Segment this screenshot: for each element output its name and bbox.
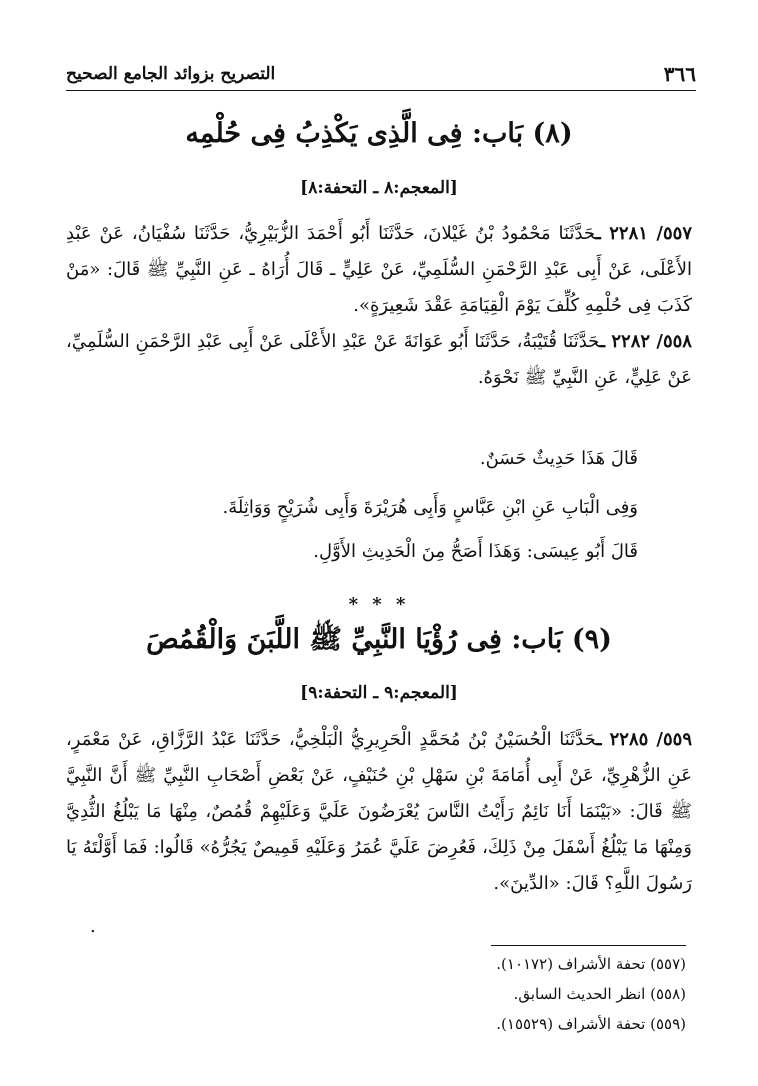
page-header	[66, 62, 696, 88]
footnote-divider	[491, 945, 686, 946]
hadith-559-number: ٥٥٩/ ٢٢٨٥ ـ	[596, 729, 692, 750]
hadith-559-text: حَدَّثَنَا الْحُسَيْنُ بْنُ مُحَمَّدٍ الْحَرِيرِيُّ الْبَلْخِيُّ، حَدَّثَنَا عَبْدُ الرَّزَّاقِ، عَنْ مَعْمَرٍ، عَنِ الزُّهْرِيِّ، عَنْ أَبِى أُمَامَةَ بْنِ سَهْلِ بْنِ حُنَيْفٍ، عَنْ بَعْضِ أَصْحَابِ النَّبِيِّ ﷺ أَنَّ النَّبِيَّ ﷺ قَالَ: «بَيْنَمَا أَنَا نَائِمٌ رَأَيْتُ النَّاسَ يُعْرَضُونَ عَلَيَّ وَعَلَيْهِمْ قُمُصٌ، مِنْهَا مَا يَبْلُغُ الثُّدِيَّ وَمِنْهَا مَا يَبْلُغُ أَسْفَلَ مِنْ ذَلِكَ، فَعُرِضَ عَلَيَّ عُمَرُ وَعَلَيْهِ قَمِيصٌ يَجُرُّهُ» قَالُوا: فَمَا أَوَّلْتَهُ يَا رَسُولَ اللَّهِ؟ قَالَ: «الدِّينَ».	[66, 729, 692, 894]
footnote-557: (٥٥٧) تحفة الأشراف (١٠١٧٢).	[496, 955, 686, 973]
hadith-558	[66, 324, 692, 396]
chapter-9-title: (٩) بَاب: فِى رُؤْيَا النَّبِيِّ ﷺ اللَّبَنَ وَالْقُمُصَ	[146, 624, 612, 655]
section-separator: * * *	[348, 594, 410, 615]
book-title: التصريح بزوائد الجامع الصحيح	[66, 64, 276, 84]
hadith-558-text: حَدَّثَنَا قُتَيْبَةُ، حَدَّثَنَا أَبُو عَوَانَةَ عَنْ عَبْدِ الأَعْلَى عَنْ أَبِى عَبْدِ الرَّحْمَنِ السُّلَمِيِّ، عَنْ عَلِيٍّ، عَنِ النَّبِيِّ ﷺ نَحْوَهُ.	[66, 331, 692, 388]
footnote-559: (٥٥٩) تحفة الأشراف (١٥٥٢٩).	[496, 1015, 686, 1033]
stray-mark: .	[90, 916, 96, 937]
page-number: ٣٦٦	[663, 62, 696, 86]
chapter-8-title: (٨) بَاب: فِى الَّذِى يَكْذِبُ فِى حُلْمِه	[185, 118, 573, 149]
footnote-558: (٥٥٨) انظر الحديث السابق.	[513, 985, 686, 1003]
commentary-chapter-narrators: وَفِى الْبَابِ عَنِ ابْنِ عَبَّاسٍ وَأَبِى هُرَيْرَةَ وَأَبِى شُرَيْحٍ وَوَاثِلَةَ.	[222, 497, 638, 518]
hadith-559	[66, 722, 692, 902]
hadith-558-number: ٥٥٨/ ٢٢٨٢ ـ	[599, 331, 692, 352]
chapter-9-reference: [المعجم:٩ ـ التحفة:٩]	[300, 683, 458, 703]
hadith-557-text: حَدَّثَنَا مَحْمُودُ بْنُ غَيْلانَ، حَدَّثَنَا أَبُو أَحْمَدَ الزُّبَيْرِيُّ، حَدَّثَنَا سُفْيَانُ، عَنْ عَبْدِ الأَعْلَى، عَنْ أَبِى عَبْدِ الرَّحْمَنِ السُّلَمِيِّ، عَنْ عَلِيٍّ ـ قَالَ أُرَاهُ ـ عَنِ النَّبِيِّ ﷺ قَالَ: «مَنْ كَذَبَ فِى حُلْمِهِ كُلِّفَ يَوْمَ الْقِيَامَةِ عَقْدَ شَعِيرَةٍ».	[66, 223, 692, 316]
commentary-grade: قَالَ هَذَا حَدِيثٌ حَسَنٌ.	[479, 448, 638, 469]
hadith-557-number: ٥٥٧/ ٢٢٨١ ـ	[595, 223, 692, 244]
header-divider	[66, 90, 696, 91]
chapter-8-reference: [المعجم:٨ ـ التحفة:٨]	[300, 178, 458, 198]
commentary-abu-isa: قَالَ أَبُو عِيسَى: وَهَذَا أَصَحُّ مِنَ الْحَدِيثِ الأَوَّلِ.	[313, 541, 638, 562]
hadith-557	[66, 216, 692, 324]
